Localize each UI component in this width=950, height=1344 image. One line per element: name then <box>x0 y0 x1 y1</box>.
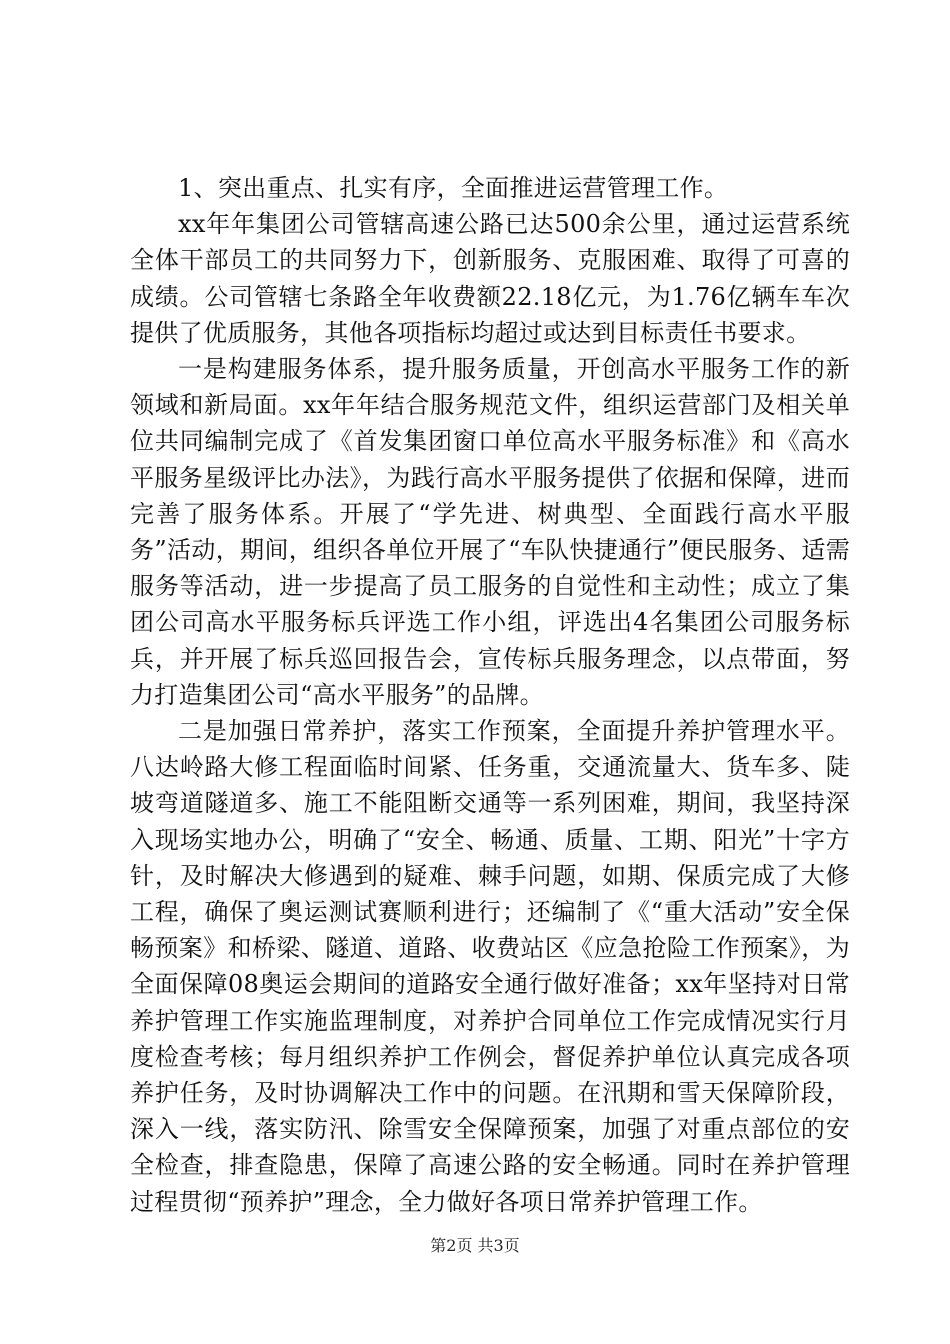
page-number-footer: 第2页 共3页 <box>430 1236 520 1255</box>
paragraph-service-system: 一是构建服务体系，提升服务质量，开创高水平服务工作的新领域和新局面。xx年年结合服务规范文件，组织运营部门及相关单位共同编制完成了《首发集团窗口单位高水平服务标准》和《高水平服务星级评比办法》，为践行高水平服务提供了依据和保障，进而完善了服务体系。开展了“学先进、树典型、全面践行高水平服务”活动，期间，组织各单位开展了“车队快捷通行”便民服务、适需服务等活动，进一步提高了员工服务的自觉性和主动性；成立了集团公司高水平服务标兵评选工作小组，评选出4名集团公司服务标兵，并开展了标兵巡回报告会，宣传标兵服务理念，以点带面，努力打造集团公司“高水平服务”的品牌。 <box>130 355 850 709</box>
document-body <box>130 170 850 1220</box>
section-heading: 1、突出重点、扎实有序，全面推进运营管理工作。 <box>178 174 729 202</box>
paragraph-overview: xx年年集团公司管辖高速公路已达500余公里，通过运营系统全体干部员工的共同努力下，创新服务、克服困难、取得了可喜的成绩。公司管辖七条路全年收费额22.18亿元，为1.76亿辆车车次提供了优质服务，其他各项指标均超过或达到目标责任书要求。 <box>130 210 850 347</box>
paragraph-maintenance: 二是加强日常养护，落实工作预案，全面提升养护管理水平。八达岭路大修工程面临时间紧、任务重，交通流量大、货车多、陡坡弯道隧道多、施工不能阻断交通等一系列困难，期间，我坚持深入现场实地办公，明确了“安全、畅通、质量、工期、阳光”十字方针，及时解决大修遇到的疑难、棘手问题，如期、保质完成了大修工程，确保了奥运测试赛顺利进行；还编制了《“重大活动”安全保畅预案》和桥梁、隧道、道路、收费站区《应急抢险工作预案》，为全面保障08奥运会期间的道路安全通行做好准备；xx年坚持对日常养护管理工作实施监理制度，对养护合同单位工作完成情况实行月度检查考核；每月组织养护工作例会，督促养护单位认真完成各项养护任务，及时协调解决工作中的问题。在汛期和雪天保障阶段，深入一线，落实防汛、除雪安全保障预案，加强了对重点部位的安全检查，排查隐患，保障了高速公路的安全畅通。同时在养护管理过程贯彻“预养护”理念，全力做好各项日常养护管理工作。 <box>130 717 850 1216</box>
